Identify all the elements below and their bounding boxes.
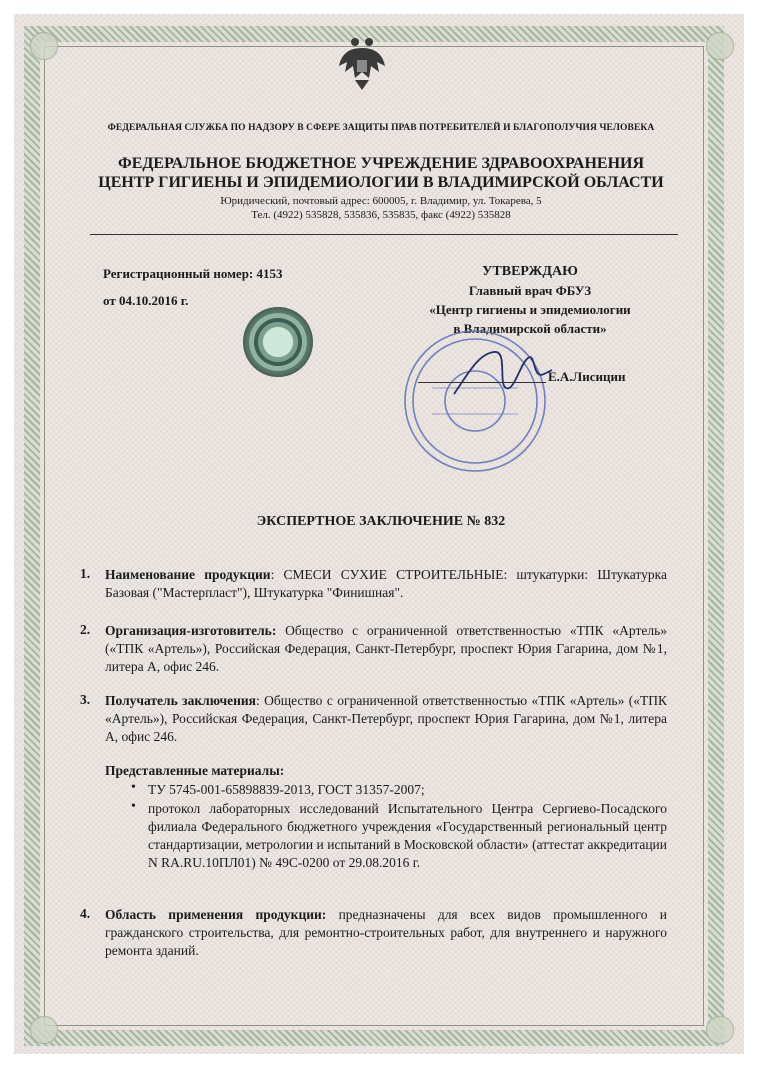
institution-name-line2: ЦЕНТР ГИГИЕНЫ И ЭПИДЕМИОЛОГИИ В ВЛАДИМИРСКОЙ ОБЛАСТИ — [98, 174, 664, 191]
hologram-seal-icon — [243, 307, 313, 377]
approval-block — [410, 262, 650, 338]
item-number: 3. — [80, 692, 91, 707]
signatory-name: Е.А.Лисицин — [548, 369, 626, 384]
approver-org-line2: в Владимирской области» — [453, 321, 607, 336]
materials-item: протокол лабораторных исследований Испытательного Центра Сергиево-Посадского филиала Федерального бюджетного учреждения «Государственный региональный центр стандартизации, метрологии и испытаний в Московской области» (аттестат аккредитации N RA.RU.10ПЛ01) № 49С-0200 от 29.08.2016 г. — [148, 801, 667, 870]
materials-item: ТУ 5745-001-65898839-2013, ГОСТ 31357-2007; — [148, 782, 425, 797]
signature-line — [418, 382, 546, 383]
bullet-icon: • — [131, 780, 136, 795]
phone-line: Тел. (4922) 535828, 535836, 535835, факс (4922) 535828 — [251, 209, 511, 221]
item-number: 1. — [80, 566, 91, 581]
bullet-icon: • — [131, 799, 136, 814]
materials-heading: Представленные материалы: — [105, 763, 285, 778]
signature-icon — [448, 344, 558, 408]
item-text: предназначены для всех видов промышленного и гражданского строительства, для ремонтно-строительных работ, для внутреннего и наружного ремонта зданий. — [105, 907, 667, 958]
item-manufacturer — [105, 622, 667, 676]
item-text: Общество с ограниченной ответственностью «ТПК «Артель» («ТПК «Артель»), Российская Федерация, Санкт-Петербург, проспект Юрия Гагарина, дом №1, литера А, офис 246. — [105, 623, 667, 674]
approve-heading: УТВЕРЖДАЮ — [482, 264, 578, 279]
item-text: : СМЕСИ СУХИЕ СТРОИТЕЛЬНЫЕ: штукатурки: Штукатурка Базовая ("Мастерпласт"), Штукатурка "Финишная". — [105, 567, 667, 600]
coat-of-arms-icon — [337, 36, 387, 92]
item-label: Получатель заключения — [105, 693, 256, 708]
item-text: : Общество с ограниченной ответственностью «ТПК «Артель» («ТПК «Артель»), Российская Федерация, Санкт-Петербург, проспект Юрия Гагарина, дом №1, литера А, офис 246. — [105, 693, 667, 744]
registration-date: от 04.10.2016 г. — [103, 293, 189, 308]
registration-number: Регистрационный номер: 4153 — [103, 266, 283, 281]
institution-name-line1: ФЕДЕРАЛЬНОЕ БЮДЖЕТНОЕ УЧРЕЖДЕНИЕ ЗДРАВООХРАНЕНИЯ — [117, 155, 645, 172]
item-label: Наименование продукции — [105, 567, 271, 582]
header-divider — [90, 234, 678, 235]
item-number: 2. — [80, 622, 91, 637]
address-line: Юридический, почтовый адрес: 600005, г. Владимир, ул. Токарева, 5 — [220, 195, 542, 207]
item-product-name — [105, 566, 667, 602]
approver-position: Главный врач ФБУЗ — [468, 283, 592, 298]
item-recipient — [105, 692, 667, 746]
item-application — [105, 906, 667, 960]
item-label: Организация-изготовитель: — [105, 623, 277, 638]
approver-org-line1: «Центр гигиены и эпидемиологии — [429, 302, 631, 317]
agency-name: ФЕДЕРАЛЬНАЯ СЛУЖБА ПО НАДЗОРУ В СФЕРЕ ЗАЩИТЫ ПРАВ ПОТРЕБИТЕЛЕЙ И БЛАГОПОЛУЧИЯ ЧЕЛОВЕКА — [107, 123, 655, 133]
document-title: ЭКСПЕРТНОЕ ЗАКЛЮЧЕНИЕ № 832 — [256, 514, 506, 529]
item-label: Область применения продукции: — [105, 907, 327, 922]
item-number: 4. — [80, 906, 91, 921]
